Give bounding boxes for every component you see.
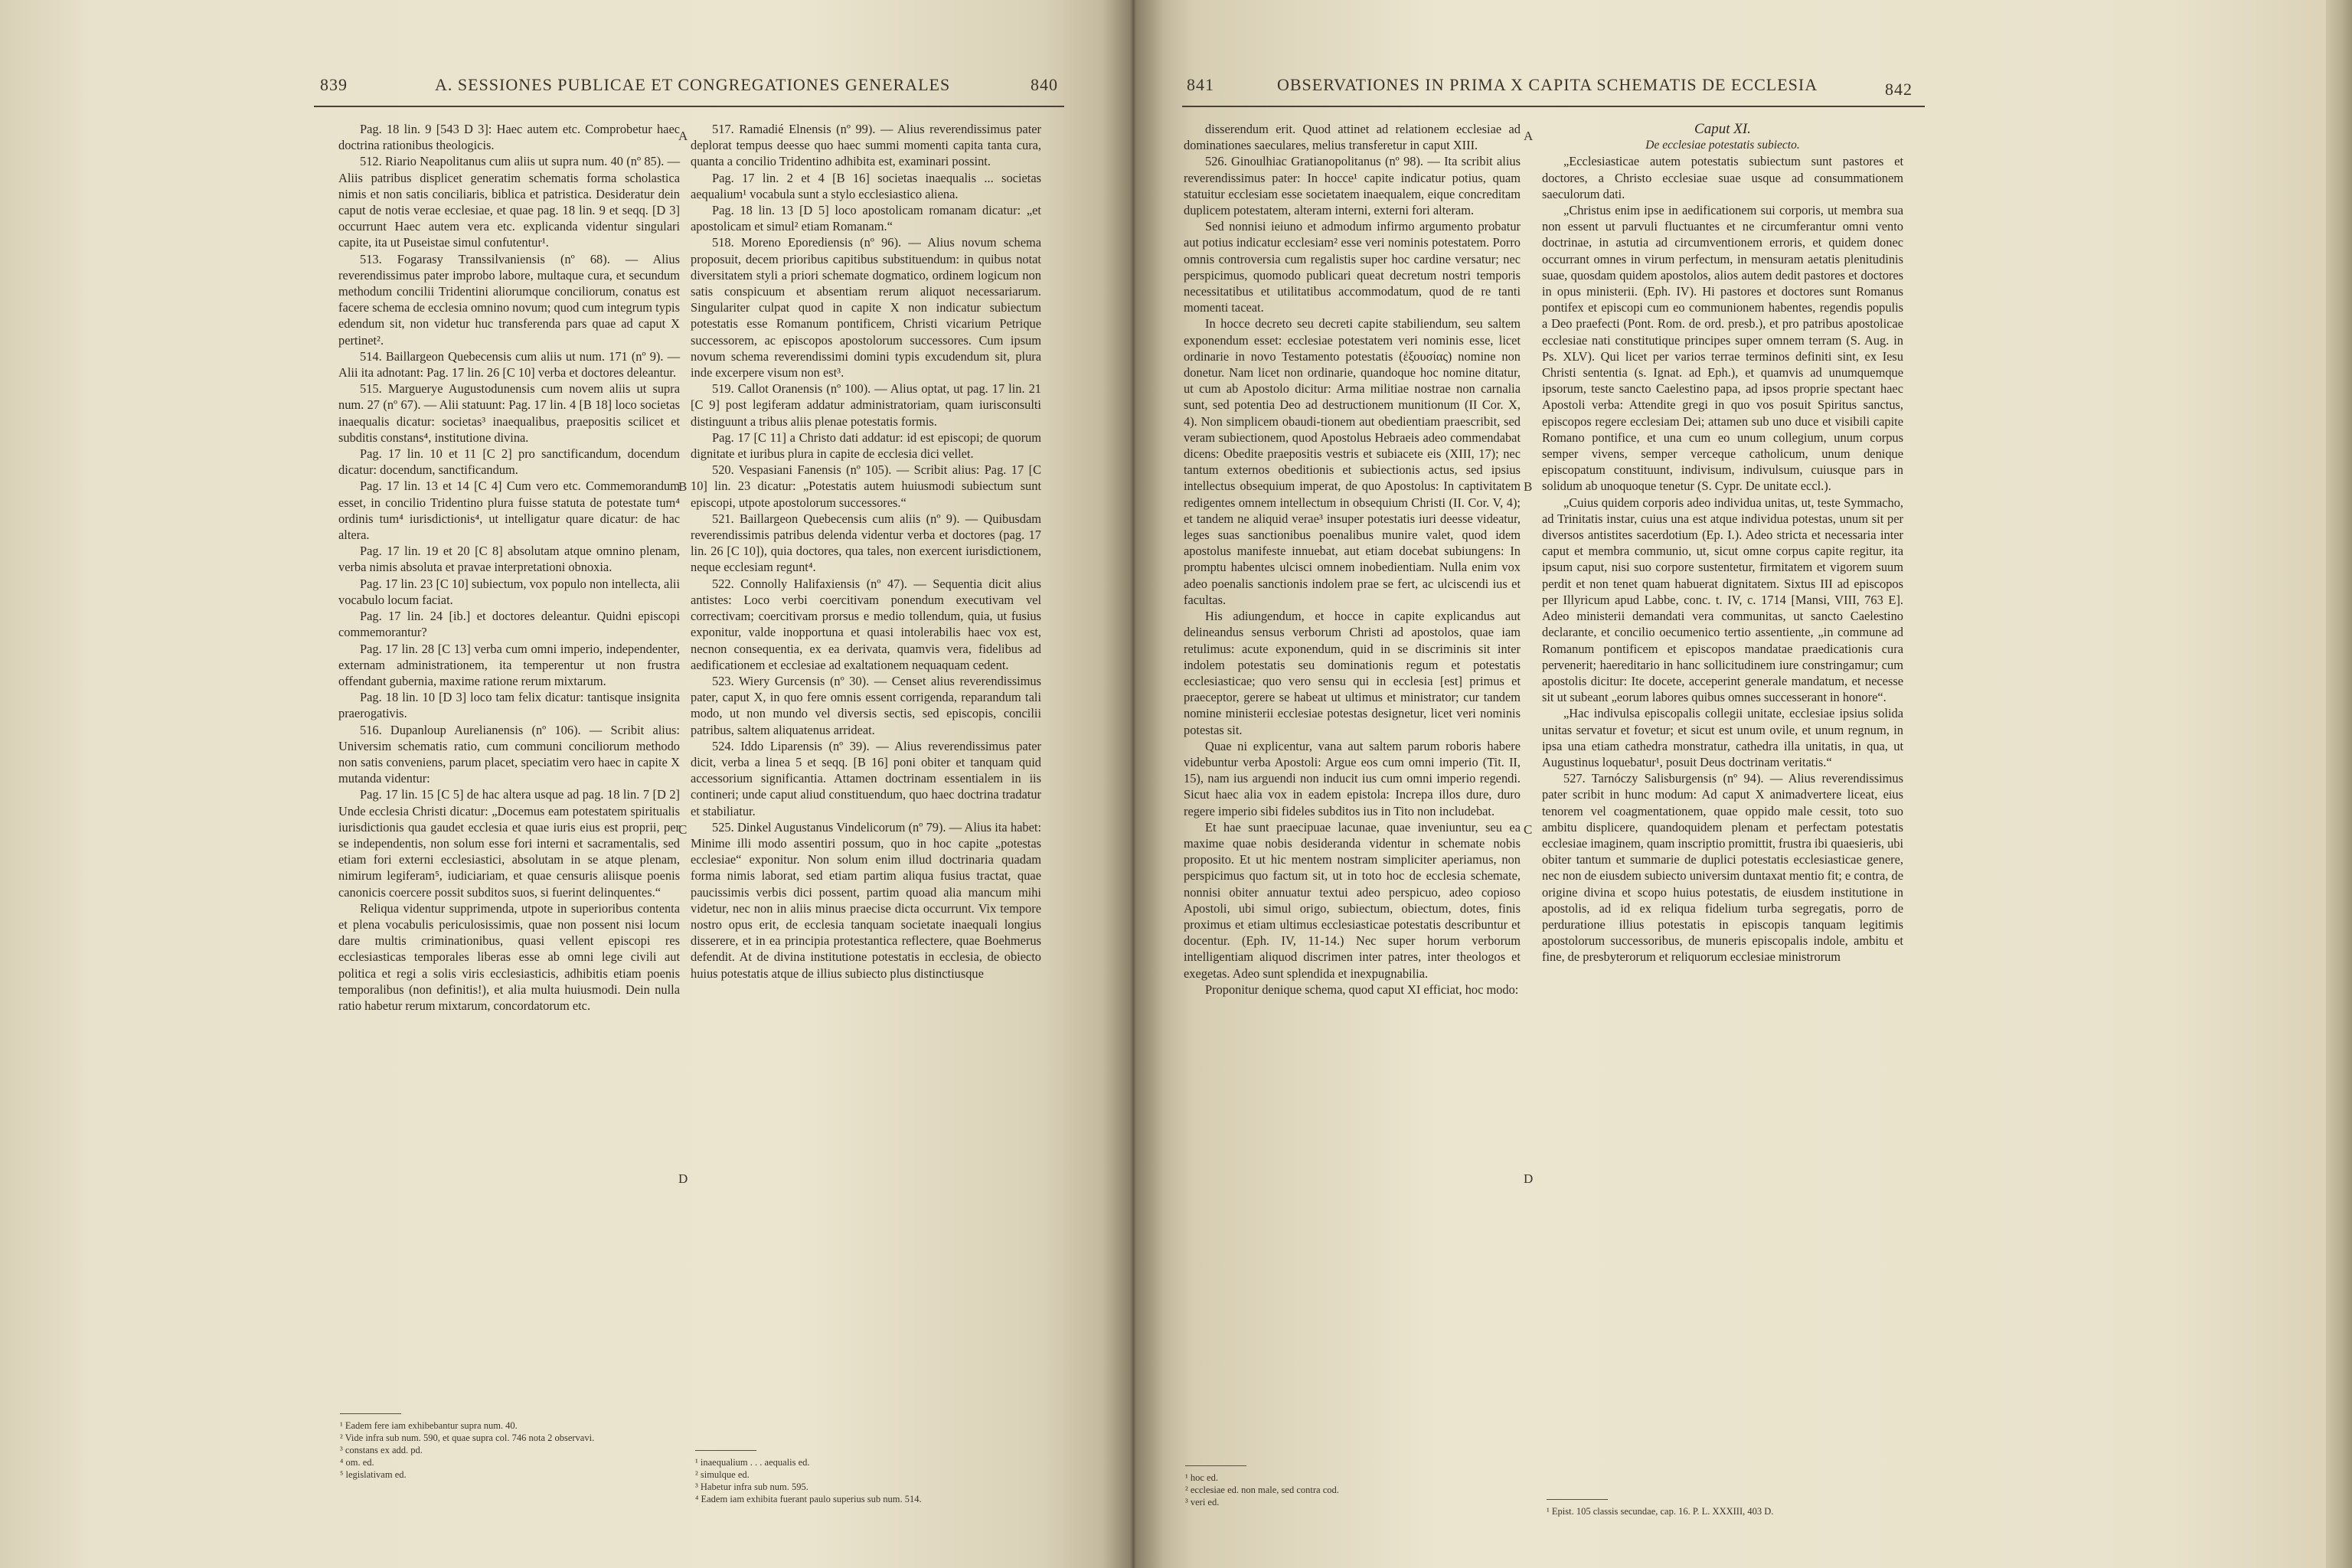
paragraph: Pag. 18 lin. 10 [D 3] loco tam felix dicatur: tantisque insignita praerogativis. [338,690,680,721]
paragraph: Quae ni explicentur, vana aut saltem parum roboris habere videbuntur verba Apostoli: Argue eos cum omni imperio (Tit. II, 15), nam ius arguendi non inducit ius cum omni imperio regendi. Sicut haec alia vox in eadem epistola: Increpa illos dure, duro regere imperio sibi fideles subditos ius in Tito non includebat. [1184,738,1521,818]
running-header-left: A. SESSIONES PUBLICAE ET CONGREGATIONES GENERALES [435,75,951,94]
paragraph: disserendum erit. Quod attinet ad relationem ecclesiae ad dominationes saeculares, melius transferetur in caput XIII. [1184,122,1521,153]
paragraph: In hocce decreto seu decreti capite stabiliendum, seu saltem exponendum esset: ecclesiae potestatem veri nominis esse, licet ordinarie in novo Testamento potestatis (ἐξουσίας) nomine non donetur. Nam licet non ordinarie, quandoque hoc nomine ditatur, ut cum ab Apostolo dicitur: Arma militiae nostrae non carnalia sunt, sed potentia Deo ad destructionem munitionum (II Cor. X, 4). Non simplicem obaudi-tionem aut obedientiam praescribit, sed veram subiectionem, quod Apostolus Hebraeis adeo commendabat dicens: Obedite praepositis vestris et subiacete eis (XIII, 17); nec tantum externos obeditionis et subiectionis actus, sed ipsius intellectus obsequium imperat, de quo Apostolus: In captivitatem redigentes omnem intellectum in obsequium Christi (II. Cor. V, 4); et tandem ne aliquid verae³ insuper potestatis iuri deesse videatur, leges suas sanctionibus poenalibus munire valet, quod idem apostolus manifeste innuebat, aut etiam docebat subiungens: In promptu habentes ulcisci omnem inobedientiam. Nulla enim vox adeo poenalis sanctionis indolem prae se fert, ac ulciscendi ius et facultas. [1184,316,1521,607]
paragraph: 523. Wiery Gurcensis (nº 30). — Censet alius reverendissimus pater, caput X, in quo fere omnis essent corrigenda, reparandum tali modo, ut non mundo vel diversis sectis, sed episcopis, concilii patribus, saltem aliquatenus arrideat. [691,673,1041,737]
paragraph: „Hac indivulsa episcopalis collegii unitate, ecclesiae ipsius solida unitas servatur et fovetur; et sicut est unum ovile, et unum regnum, in ipsa una etiam cathedra monstratur, cathedra illa unitatis, in qua, ut Augustinus loquebatur¹, posuit Deus doctrinam veritatis.“ [1542,706,1903,769]
paragraph: Pag. 18 lin. 13 [D 5] loco apostolicam romanam dicatur: „et apostolicam et simul² etiam Romanam.“ [691,203,1041,234]
book-gutter [1102,0,1164,1568]
right-col1-footnotes [1185,1472,1522,1508]
paragraph: 520. Vespasiani Fanensis (nº 105). — Scribit alius: Pag. 17 [C 10] lin. 23 dicatur: „Potestatis autem huiusmodi subiectum sunt episcopi, utpote apostolorum successores.“ [691,462,1041,510]
chapter-heading: Caput XI. [1694,121,1751,137]
paragraph: 522. Connolly Halifaxiensis (nº 47). — Sequentia dicit alius antistes: Loco verbi coercitivam ponendum executivam vel correctivam; coercitivam prorsus e medio tollendum, quia, ut fusius exponitur, valde inopportuna et quasi intolerabilis haec vox est, necnon consequentia, ex ea derivata, quamvis vera, fidelibus ad aedificationem et ecclesiae ad exaltationem nequaquam cedent. [691,576,1041,672]
footnote-rule [1185,1465,1246,1466]
paragraph: Pag. 17 [C 11] a Christo dati addatur: id est episcopi; de quorum dignitate et iuribus plura in capite de ecclesia dici vellet. [691,430,1041,462]
left-column-2 [691,121,1041,982]
paragraph: Sed nonnisi ieiuno et admodum infirmo argumento probatur aut potius indicatur ecclesiam² esse veri nominis potestatem. Porro omnis controversia cum regalistis super hoc cardine versatur; nec perspicimus, quomodo publicari queat decretum nostri temporis necessitatibus et utilitatibus accommodatum, quod de re tanti momenti taceat. [1184,219,1521,315]
paragraph: Pag. 17 lin. 19 et 20 [C 8] absolutam atque omnino plenam, verba nimis absoluta et pravae interpretationi obnoxia. [338,544,680,575]
left-page [0,0,1133,1568]
paragraph: Pag. 17 lin. 2 et 4 [B 16] societas inaequalis ... societas aequalium¹ vocabula sunt a stylo ecclesiastico aliena. [691,170,1041,201]
paragraph: Pag. 17 lin. 15 [C 5] de hac altera usque ad pag. 18 lin. 7 [D 2] Unde ecclesia Christi dicatur: „Docemus eam potestatem spiritualis iurisdictionis qua gaudet ecclesia et quae iuris eius est proprii, per se independentis, non solum esse fori interni et sacramentalis, sed etiam fori externi ecclesiastici, absolutam in se atque plenam, nimirum legiferam⁵, iudiciariam, et quae censuris aliisque poenis canonicis coercere possit subditos suos, si fuerint delinquentes.“ [338,787,680,900]
right-column-2 [1542,121,1903,965]
header-rule [1182,106,1925,107]
paragraph: Pag. 17 lin. 10 et 11 [C 2] pro sanctificandum, docendum dicatur: docendum, sanctificandum. [338,446,680,478]
footnote: ⁴ Eadem iam exhibita fuerant paulo superius sub num. 514. [695,1494,922,1504]
paragraph: Pag. 18 lin. 9 [543 D 3]: Haec autem etc. Comprobetur haec doctrina rationibus theologicis. [338,122,680,153]
margin-letter-d: D [1524,1171,1534,1186]
paragraph: 521. Baillargeon Quebecensis cum aliis (nº 9). — Quibusdam reverendissimis patribus delenda videntur verba et doctores (pag. 17 lin. 26 [C 10]), quia doctores, qua tales, non exercent iurisdictionem, neque ecclesiam regunt⁴. [691,511,1041,575]
chapter-subtitle: De ecclesiae potestatis subiecto. [1645,139,1800,152]
page-number-841: 841 [1187,75,1214,94]
footnote: ² simulque ed. [695,1469,750,1480]
left-col2-footnotes [695,1456,1041,1505]
left-column-1 [338,121,680,1014]
running-header-right: OBSERVATIONES IN PRIMA X CAPITA SCHEMATIS DE ECCLESIA [1277,75,1818,94]
paragraph: 512. Riario Neapolitanus cum aliis ut supra num. 40 (nº 85). — Aliis patribus displicet generatim schematis forma scholastica nimis et non satis conciliaris, biblica et patristica. Desideratur dein caput de notis verae ecclesiae, et quae pag. 18 lin. 9 et seqq. [D 3] occurrunt Haec autem vera etc. explicanda videntur singulari capite, ita ut Puseistae simul confutentur¹. [338,154,680,250]
footnote: ¹ hoc ed. [1185,1472,1218,1483]
margin-letter-c: C [678,822,688,837]
paragraph: 513. Fogarasy Transsilvaniensis (nº 68). — Alius reverendissimus pater improbo labore, multaque cura, et secundum methodum concilii Tridentini aliorumque conciliorum, conatus est facere schema de ecclesia omnino novum; quod cum integrum typis edendum sit, non videtur huc transferenda pars quae ad caput X pertinet². [338,251,680,348]
paragraph: „Ecclesiasticae autem potestatis subiectum sunt pastores et doctores, a Christo ecclesiae suae usque ad consummationem saeculorum dati. [1542,154,1903,201]
footnote: ³ veri ed. [1185,1497,1220,1508]
paragraph: Proponitur denique schema, quod caput XI efficiat, hoc modo: [1205,982,1519,997]
paragraph: 519. Callot Oranensis (nº 100). — Alius optat, ut pag. 17 lin. 21 [C 9] post legiferam addatur administratoriam, quam iurisconsulti distinguunt a tribus aliis plenae potestatis formis. [691,381,1041,429]
paragraph: 524. Iddo Liparensis (nº 39). — Alius reverendissimus pater dicit, verba a linea 5 et seqq. [B 16] poni obiter et tanquam quid accessorium significantia. Attamen doctrinam essentialem in iis contineri; unde caput aliud constituendum, quo haec doctrina tradatur et stabiliatur. [691,738,1041,818]
paragraph: 526. Ginoulhiac Gratianopolitanus (nº 98). — Ita scribit alius reverendissimus pater: In hocce¹ capite indicatur potius, quam statuitur ecclesiam esse societatem inaequalem, eique concreditam duplicem potestatem, alteram interni, externi fori alteram. [1184,154,1521,218]
paragraph: Pag. 17 lin. 24 [ib.] et doctores deleantur. Quidni episcopi commemorantur? [338,609,680,640]
margin-letter-b: B [1524,479,1533,494]
paragraph: „Christus enim ipse in aedificationem sui corporis, ut membra sua non essent ut parvuli fluctuantes et ne circumferantur omni vento doctrinae, in astutia ad circumventionem erroris, et quidem donec occurrant omnes in virum perfectum, in mensuram aetatis plenitudinis suae, quosdam quidem apostolos, alios autem dedit pastores et doctores in opus ministerii. (Eph. IV). Hi pastores et doctores sunt Romanus pontifex et episcopi cum eo communionem habentes, regendis populis a Deo praefecti (Pont. Rom. de ord. presb.), et pro patribus apostolicae ecclesiae nati constitutique principes super omnem terram (S. Aug. in Ps. XLV). Qui licet per varios terrae terminos definiti sint, ex Iesu Christi sententia (s. Ignat. ad Eph.), et quamvis ad unumquemque ipsorum, teste sancto Caelestino papa, ad ipsos proprie spectant haec Apostoli verba: Attendite gregi in quo vos posuit Spiritus sanctus, episcopos regere ecclesiam Dei; attamen sub uno duce et visibili capite Romano pontifice, et una cum eo unum collegium, unum corpus semper vivens, semper verceque catholicum, unum denique episcopatum constituunt, indivisum, indivulsum, cuiusque pars in solidum ab unoquoque tenetur (S. Cypr. De unitate eccl.). [1542,203,1903,494]
footnote: ⁵ legislativam ed. [340,1469,407,1480]
paragraph: 517. Ramadié Elnensis (nº 99). — Alius reverendissimus pater deplorat tempus deesse quo haec summi momenti capita tanta cura, quanta a concilio Tridentino adhibita est, examinari possint. [691,122,1041,169]
margin-letter-b: B [678,479,688,494]
paragraph: 527. Tarnóczy Salisburgensis (nº 94). — Alius reverendissimus pater scribit in hunc modum: Ad caput X animadvertere liceat, eius tenorem vel coagmentationem, quae oppido male cessit, toto suo ambitu displicere, quandoquidem plenam et perfectam potestatis ecclesiae imaginem, quam inscriptio promittit, frustra ibi quaesieris, ubi obiter tantum et summarie de duplici potestatis ecclesiasticae genere, nec non de eiusdem subiecto universim duntaxat mentio fit; e contra, de origine divina et scopo huius potestatis, de eiusdem institutione in apostolis, ad id ex reliqua fidelium turba segregatis, porro de perduratione illius potestatis in episcopis tanquam legitimis apostolorum successoribus, de muneris episcopalis indole, ambitu et fine, de presbyterorum et reliquorum ecclesiae ministrorum [1542,771,1904,965]
footnote-rule [1547,1499,1608,1500]
right-column-1 [1184,121,1521,998]
footnote: ¹ inaequalium . . . aequalis ed. [695,1457,810,1468]
paragraph: 518. Moreno Eporediensis (nº 96). — Alius novum schema proposuit, decem prioribus capitibus substituendum: in quibus notat diversitatem styli a priori schemate dogmatico, ordinem logicum non satis conspicuum et absentiam rerum aliquot necessariarum. Singulariter culpat quod in capite X non indicatur subiectum potestatis esse Romanum pontificem, Christi vicarium Petrique successorem, ac episcopos apostolorum successores. Cum ipsum novum schema reverendissimi domini typis excudendum sit, plura inde excerpere visum non est³. [691,235,1041,381]
footnote: ³ constans ex add. pd. [340,1445,423,1455]
page-number-839: 839 [320,75,348,94]
footnote-rule [340,1413,401,1414]
header-rule [314,106,1064,107]
left-col1-footnotes [340,1419,681,1481]
footnote-rule [695,1450,756,1451]
footnote: ⁴ om. ed. [340,1457,374,1468]
paragraph: 515. Marguerye Augustodunensis cum novem aliis ut supra num. 27 (nº 67). — Alii statuunt: Pag. 17 lin. 4 [B 18] loco societas inaequalis dicatur: societas³ inaequalibus, praepositis scilicet et subditis constans⁴, institutione divina. [338,381,680,445]
paragraph: Et hae sunt praecipuae lacunae, quae inveniuntur, seu ea maxime quae nobis desideranda videntur in schemate nobis proposito. Et ut hic mentem nostram simpliciter aperiamus, non perspicimus quo factum sit, ut in toto hoc de ecclesia schemate, nonnisi obiter annuatur textui adeo perspicuo, adeo copioso Apostoli, ubi simul origo, subiectum, obiectum, dotes, finis proximus et etiam ultimus ecclesiasticae potestatis describuntur et docentur. (Eph. IV, 11-14.) Nec super horum verborum intelligentiam aliquod discrimen inter patres, inter theologos et exegetas. Adeo sunt splendida et inexpugnabilia. [1184,819,1521,981]
footnote: ¹ Epist. 105 classis secundae, cap. 16. P. L. XXXIII, 403 D. [1547,1506,1774,1517]
paragraph: Pag. 17 lin. 23 [C 10] subiectum, vox populo non intellecta, alii vocabulo locum faciat. [338,576,680,607]
margin-letter-c: C [1524,822,1533,837]
footnote: ² ecclesiae ed. non male, sed contra cod. [1185,1485,1339,1495]
paragraph: Pag. 17 lin. 13 et 14 [C 4] Cum vero etc. Commemorandum esset, in concilio Tridentino plura fuisse statuta de potestate tum⁴ ordinis tum⁴ iurisdictionis⁴, ut intelligatur quare dicatur: de hac altera. [338,479,680,543]
footnote: ² Vide infra sub num. 590, et quae supra col. 746 nota 2 observavi. [340,1432,595,1443]
footnote: ³ Habetur infra sub num. 595. [695,1481,808,1492]
margin-letter-d: D [678,1171,688,1186]
paragraph: „Cuius quidem corporis adeo individua unitas, ut, teste Symmacho, ad Trinitatis instar, cuius una est atque individua potestas, unum sit per diversos antistites sacerdotium (Ep. I.). Adeo stricta et necessaria inter caput et membra communio, ut, sicut omne corpus capite regitur, ita ipsum caput, nisi suo corpore sustentetur, firmitatem et vigorem suum perdit et non tenet quam habuerat dignitatem. Sixtus III ad episcopos per Illyricum apud Labbe, conc. t. IV, c. 1714 [Mansi, VIII, 763 E]. Adeo ministerii demandati vera communitas, ut sancto Caelestino declarante, et concilio oecumenico tertio assentiente, „in commune ad Romanum pontificem et episcopos mandatae praedicationis cura pervenerit; haereditario in hanc sollicitudinem iure constringamur; cum apostolis dicitur: Ite docete, acceperint generale mandatum, et necesse sit ut subeant „eorum labores quibus omnes successerant in honore“. [1542,495,1903,705]
margin-letter-a: A [1524,129,1534,143]
footnote: ¹ Eadem fere iam exhibebantur supra num. 40. [340,1420,518,1431]
paragraph: 514. Baillargeon Quebecensis cum aliis ut num. 171 (nº 9). — Alii ita adnotant: Pag. 17 lin. 26 [C 10] verba et doctores deleantur. [338,348,680,381]
right-col2-footnotes [1547,1505,1903,1517]
margin-letter-a: A [678,129,688,143]
page-number-840: 840 [1031,75,1058,94]
paragraph: His adiungendum, et hocce in capite explicandus aut delineandus sensus verborum Christi ad apostolos, quae iam retulimus: acute exponendum, quid in se discriminis sit inter indolem potestatis seu dominationis regum et potestatis ecclesiasticae; quo vero sensu qui in ecclesia [est] primus et praeceptor, gerere se habeat ut ultimus et ministrator; cur tandem nomine ministerii ecclesiae potestas designetur, licet veri nominis potestas sit. [1184,609,1521,737]
paragraph: 525. Dinkel Augustanus Vindelicorum (nº 79). — Alius ita habet: Minime illi modo assentiri possum, quo in hoc capite „potestas ecclesiae“ exponitur. Non solum enim illud doctrinaria quadam forma nimis laborat, sed etiam partim aliqua fusius tractat, quae paucissimis verbis dici possent, partim quoad alia mancum mihi videtur, nec non in aliis minus praecise dicta occurrunt. Vix tempore nostro opus erit, de ecclesia tanquam societate inaequali longius disserere, et in ea principia protestantica reflectere, quae Boehmerus defendit. At de divina institutione potestatis in ecclesia, de obiecto huius potestatis atque de illius subiecto plus distinctiusque [691,819,1041,981]
right-page [1133,0,2352,1568]
paragraph: Reliqua videntur supprimenda, utpote in superioribus contenta et plena vocabulis periculosissimis, quae non possent nisi locum dare multis criminationibus, quasi vellent episcopi res ecclesiasticas temporales liberas esse ab omni lege civili aut politica et regi a solis viris ecclesiasticis, adhibitis etiam poenis temporalibus (non definitis!), et alia multa huiusmodi. Dein nulla ratio habetur rerum mixtarum, concordatorum etc. [338,900,680,1013]
page-number-842: 842 [1885,80,1913,99]
page-edge [2326,0,2352,1568]
paragraph: Pag. 17 lin. 28 [C 13] verba cum omni imperio, independenter, externam administrationem, ita temperentur ut non frustra offendant gubernia, maxime ratione rerum mixtarum. [338,641,680,688]
paragraph: 516. Dupanloup Aurelianensis (nº 106). — Scribit alius: Universim schematis ratio, cum communi conciliorum methodo non satis conveniens, parum placet, speciatim vero haec in capite X mutanda videntur: [338,722,680,786]
